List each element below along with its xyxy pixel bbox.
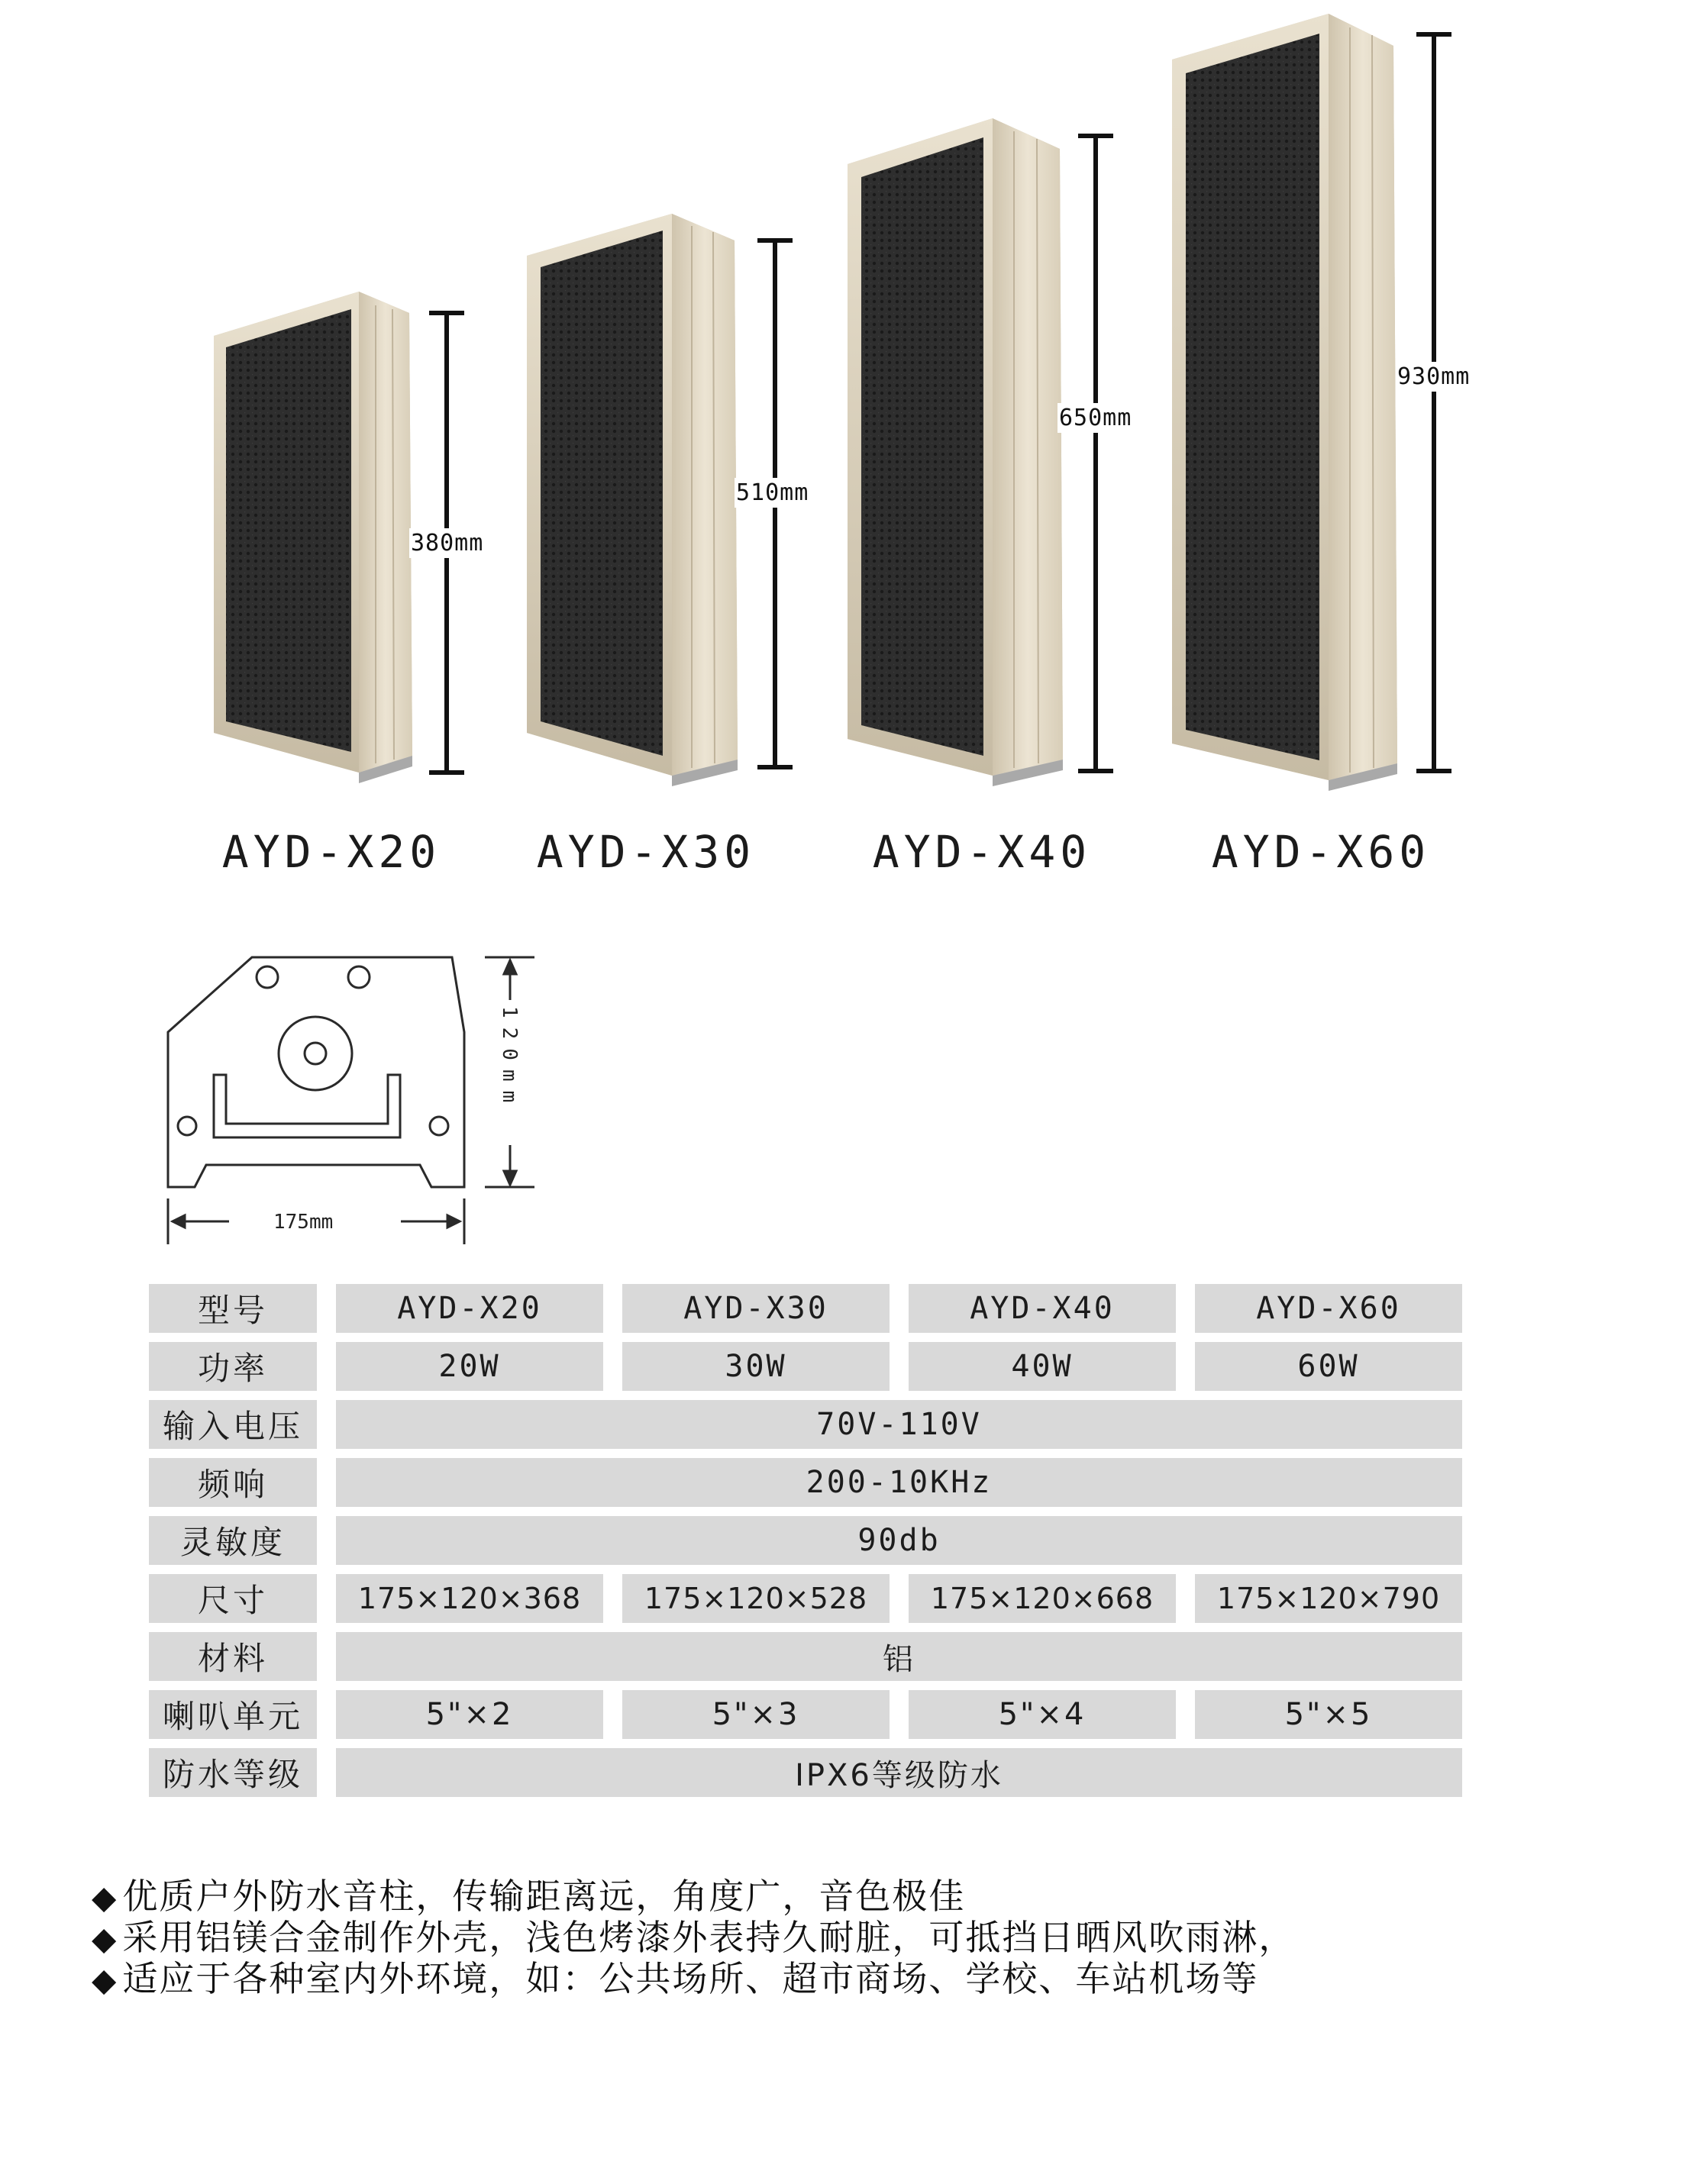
row-label-power: 功率 [149, 1342, 317, 1391]
height-label-x60: 930mm [1397, 363, 1471, 390]
table-cell: 30W [622, 1342, 890, 1391]
row-label-frequency-response: 频响 [149, 1458, 317, 1507]
height-label-x30: 510mm [736, 479, 809, 506]
dimension-line-x60 [1416, 34, 1451, 771]
model-label-x20: AYD-X20 [221, 826, 441, 878]
height-label-x20: 380mm [411, 530, 484, 556]
speaker-illustration-area [0, 0, 1692, 870]
table-cell: 60W [1195, 1342, 1462, 1391]
table-cell: 5"×2 [336, 1690, 603, 1739]
height-label-x40: 650mm [1059, 405, 1132, 431]
diamond-bullet-icon: ◆ [92, 1920, 118, 1957]
table-header-model: AYD-X30 [622, 1284, 890, 1333]
table-header-model: AYD-X40 [909, 1284, 1176, 1333]
cross-section-drawing [137, 947, 550, 1267]
table-cell-span: 70V-110V [336, 1400, 1462, 1449]
table-header-model: AYD-X20 [336, 1284, 603, 1333]
diamond-bullet-icon: ◆ [92, 1879, 118, 1916]
table-header-label: 型号 [149, 1284, 317, 1333]
table-cell: 175×120×668 [909, 1574, 1176, 1623]
table-cell: 40W [909, 1342, 1176, 1391]
row-label-sensitivity: 灵敏度 [149, 1516, 317, 1565]
table-cell-span: IPX6等级防水 [336, 1748, 1462, 1797]
table-cell: 5"×5 [1195, 1690, 1462, 1739]
feature-bullet: ◆ 适应于各种室内外环境，如：公共场所、超市商场、学校、车站机场等 [92, 1958, 1259, 1999]
row-label-speaker-units: 喇叭单元 [149, 1690, 317, 1739]
row-label-waterproof-rating: 防水等级 [149, 1748, 317, 1797]
table-cell-span: 铝 [336, 1632, 1462, 1681]
table-cell: 5"×4 [909, 1690, 1176, 1739]
table-cell: 175×120×368 [336, 1574, 603, 1623]
model-label-x30: AYD-X30 [536, 826, 756, 878]
width-dimension-label: 175mm [273, 1211, 334, 1234]
table-cell-span: 90db [336, 1516, 1462, 1565]
diamond-bullet-icon: ◆ [92, 1961, 118, 1999]
feature-bullet: ◆ 优质户外防水音柱，传输距离远，角度广，音色极佳 [92, 1876, 966, 1917]
table-header-model: AYD-X60 [1195, 1284, 1462, 1333]
speaker-ayd-x60 [1172, 14, 1397, 791]
speaker-ayd-x20 [214, 292, 412, 783]
model-label-x60: AYD-X60 [1211, 826, 1431, 878]
row-label-material: 材料 [149, 1632, 317, 1681]
table-cell: 175×120×790 [1195, 1574, 1462, 1623]
table-cell: 20W [336, 1342, 603, 1391]
speaker-ayd-x30 [527, 214, 738, 786]
table-cell: 5"×3 [622, 1690, 890, 1739]
row-label-input-voltage: 输入电压 [149, 1400, 317, 1449]
row-label-dimensions: 尺寸 [149, 1574, 317, 1623]
height-dimension-label: 120mm [498, 1006, 521, 1112]
model-label-x40: AYD-X40 [872, 826, 1092, 878]
table-cell-span: 200-10KHz [336, 1458, 1462, 1507]
speaker-ayd-x40 [848, 118, 1063, 786]
feature-bullet: ◆ 采用铝镁合金制作外壳，浅色烤漆外表持久耐脏，可抵挡日晒风吹雨淋， [92, 1917, 1296, 1958]
dimension-line-x40 [1078, 136, 1113, 771]
table-cell: 175×120×528 [622, 1574, 890, 1623]
